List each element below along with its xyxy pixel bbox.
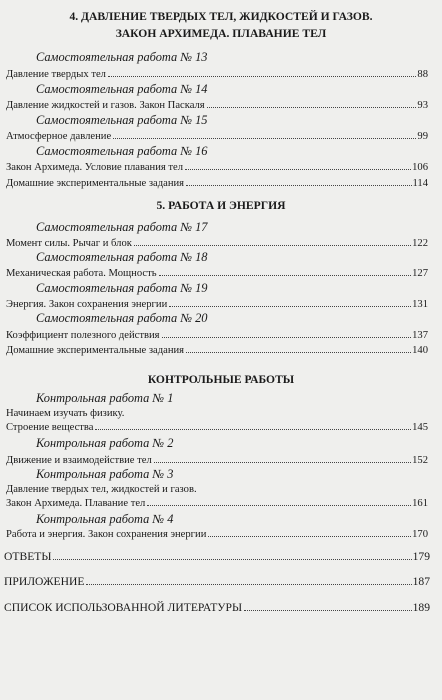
page-number: 179 (412, 550, 430, 563)
dot-leader (53, 559, 411, 560)
entry-text: Давление твердых тел (6, 69, 106, 80)
page-number: 189 (412, 601, 430, 614)
section-4-title-line-2: ЗАКОН АРХИМЕДА. ПЛАВАНИЕ ТЕЛ (115, 27, 327, 40)
entry-text: Домашние экспериментальные задания (6, 345, 185, 356)
toc-entry[interactable] (6, 161, 428, 174)
sub-heading: Контрольная работа № 1 (36, 391, 174, 405)
page-number: 187 (412, 575, 430, 588)
sub-heading: Самостоятельная работа № 14 (36, 82, 208, 96)
entry-text: Работа и энергия. Закон сохранения энергии (6, 529, 207, 540)
dot-leader (134, 245, 411, 246)
section-4-title-line-1: 4. ДАВЛЕНИЕ ТВЕРДЫХ ТЕЛ, ЖИДКОСТЕЙ И ГАЗОВ. (69, 10, 373, 23)
page-number: 106 (412, 162, 428, 173)
entry-text: Момент силы. Рычаг и блок (6, 238, 132, 249)
toc-entry[interactable] (6, 130, 428, 143)
toc-entry[interactable] (6, 497, 428, 510)
page-number: 131 (412, 299, 428, 310)
entry-text: Закон Архимеда. Плавание тел (6, 498, 146, 509)
dot-leader (162, 337, 412, 338)
dot-leader (207, 107, 417, 108)
entry-text: Домашние экспериментальные задания (6, 178, 185, 189)
toc-entry[interactable] (6, 329, 428, 342)
sub-heading: Самостоятельная работа № 13 (36, 50, 208, 64)
section-5-title: 5. РАБОТА И ЭНЕРГИЯ (156, 199, 286, 212)
sub-heading: Контрольная работа № 2 (36, 436, 174, 450)
toc-entry[interactable] (6, 267, 428, 280)
entry-text: Давление жидкостей и газов. Закон Паскаля (6, 100, 205, 111)
sub-heading: Самостоятельная работа № 15 (36, 113, 208, 127)
page-number: 145 (412, 422, 428, 433)
dot-leader (186, 185, 411, 186)
sub-heading: Самостоятельная работа № 17 (36, 220, 208, 234)
entry-text: Энергия. Закон сохранения энергии (6, 299, 168, 310)
page-number: 161 (412, 498, 428, 509)
page-number: 152 (412, 455, 428, 466)
dot-leader (108, 76, 416, 77)
page-number: 88 (417, 69, 428, 80)
page-number: 170 (412, 529, 428, 540)
dot-leader (244, 610, 412, 611)
page-number: 99 (417, 131, 428, 142)
page-number: 122 (412, 238, 428, 249)
page-number: 140 (412, 345, 428, 356)
entry-text-line: Начинаем изучать физику. (6, 408, 125, 419)
control-works-title: КОНТРОЛЬНЫЕ РАБОТЫ (147, 373, 295, 386)
page-number: 137 (412, 330, 428, 341)
dot-leader (159, 275, 412, 276)
page-number: 114 (412, 178, 428, 189)
toc-entry-literature[interactable] (4, 601, 430, 615)
dot-leader (95, 429, 411, 430)
sub-heading: Самостоятельная работа № 19 (36, 281, 208, 295)
toc-entry[interactable] (6, 99, 428, 112)
dot-leader (208, 536, 411, 537)
sub-heading: Контрольная работа № 4 (36, 512, 174, 526)
entry-text-line: Давление твердых тел, жидкостей и газов. (6, 484, 197, 495)
page-number: 93 (417, 100, 428, 111)
entry-text: ПРИЛОЖЕНИЕ (4, 575, 85, 588)
page-number: 127 (412, 268, 428, 279)
dot-leader (186, 352, 411, 353)
entry-text: Коэффициент полезного действия (6, 330, 160, 341)
toc-entry[interactable] (6, 454, 428, 467)
sub-heading: Самостоятельная работа № 18 (36, 250, 208, 264)
toc-entry[interactable] (6, 298, 428, 311)
entry-text: Движение и взаимодействие тел (6, 455, 152, 466)
entry-text: Строение вещества (6, 422, 94, 433)
dot-leader (154, 462, 411, 463)
sub-heading: Контрольная работа № 3 (36, 467, 174, 481)
dot-leader (185, 169, 411, 170)
toc-entry-appendix[interactable] (4, 575, 430, 589)
entry-text: СПИСОК ИСПОЛЬЗОВАННОЙ ЛИТЕРАТУРЫ (4, 601, 243, 614)
entry-text: Механическая работа. Мощность (6, 268, 157, 279)
toc-entry[interactable] (6, 177, 428, 190)
toc-entry[interactable] (6, 421, 428, 434)
dot-leader (147, 505, 411, 506)
dot-leader (169, 306, 411, 307)
entry-text: ОТВЕТЫ (4, 550, 52, 563)
toc-entry-answers[interactable] (4, 550, 430, 564)
toc-entry[interactable] (6, 68, 428, 81)
entry-text: Атмосферное давление (6, 131, 112, 142)
dot-leader (86, 584, 411, 585)
entry-text: Закон Архимеда. Условие плавания тел (6, 162, 184, 173)
dot-leader (113, 138, 416, 139)
toc-entry[interactable] (6, 237, 428, 250)
toc-entry[interactable] (6, 528, 428, 541)
toc-entry[interactable] (6, 344, 428, 357)
sub-heading: Самостоятельная работа № 16 (36, 144, 208, 158)
sub-heading: Самостоятельная работа № 20 (36, 311, 208, 325)
